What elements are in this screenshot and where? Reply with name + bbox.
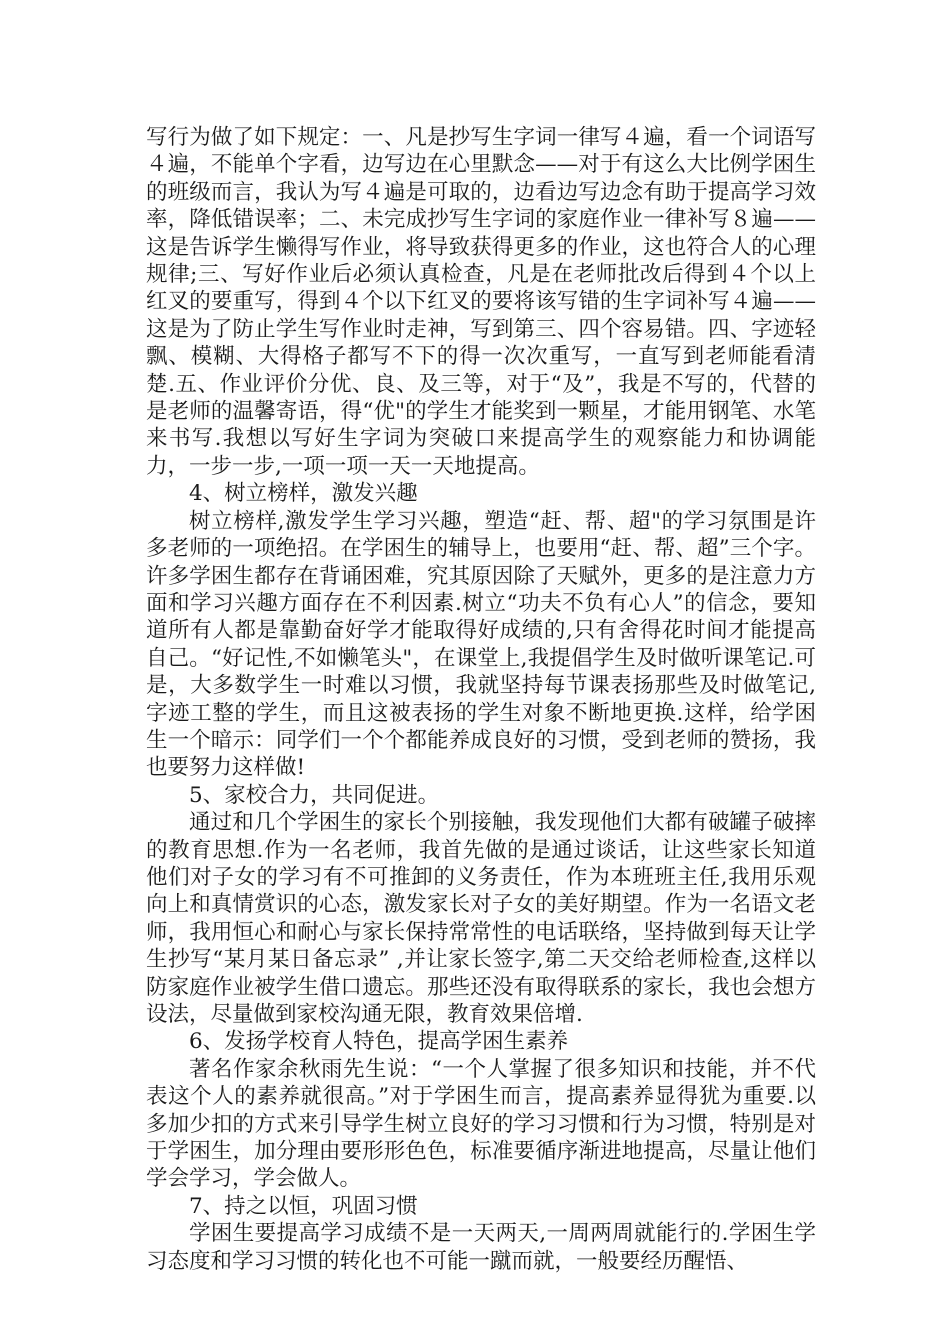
paragraph-persistence: 学困生要提高学习成绩不是一天两天,一周两周就能行的.学困生学习态度和学习习惯的转化也不可能一蹴而就，一般要经历醒悟、 [146, 1221, 816, 1274]
paragraph-homework-rules: 写行为做了如下规定：一、凡是抄写生字词一律写４遍，看一个词语写４遍，不能单个字看，边写边在心里默念——对于有这么大比例学困生的班级而言，我认为写４遍是可取的，边看边写边念有助于提高学习效率，降低错误率；二、未完成抄写生字词的家庭作业一律补写８遍——这是告诉学生懒得写作业，将导致获得更多的作业，这也符合人的心理规律;三、写好作业后必须认真检查，凡是在老师批改后得到４个以上红叉的要重写，得到４个以下红叉的要将该写错的生字词补写４遍——这是为了防止学生写作业时走神，写到第三、四个容易错。四、字迹轻飘、模糊、大得格子都写不下的得一次次重写，一直写到老师能看清楚.五、作业评价分优、良、及三等，对于“及”，我是不写的，代替的是老师的温馨寄语，得“优"的学生才能奖到一颗星，才能用钢笔、水笔来书写.我想以写好生字词为突破口来提高学生的观察能力和协调能力，一步一步,一项一项一天一天地提高。 [146, 125, 816, 479]
paragraph-home-school: 通过和几个学困生的家长个别接触，我发现他们大都有破罐子破摔的教育思想.作为一名老师，我首先做的是通过谈话，让这些家长知道他们对子女的学习有不可推卸的义务责任，作为本班班主任,我用乐观向上和真情赏识的心态，激发家长对子女的美好期望。作为一名语文老师，我用恒心和耐心与家长保持常常性的电话联络，坚持做到每天让学生抄写“某月某日备忘录” ,并让家长签字,第二天交给老师检查,这样以防家庭作业被学生借口遗忘。那些还没有取得联系的家长，我也会想方设法，尽量做到家校沟通无限，教育效果倍增. [146, 810, 816, 1027]
section-heading-6: 6、发扬学校育人特色，提高学困生素养 [189, 1029, 569, 1055]
section-heading-5: 5、家校合力，共同促进。 [189, 782, 440, 808]
paragraph-literacy: 著名作家余秋雨先生说：“一个人掌握了很多知识和技能，并不代表这个人的素养就很高。”对于学困生而言，提高素养显得犹为重要.以多加少扣的方式来引导学生树立良好的学习习惯和行为习惯，特别是对于学困生，加分理由要形形色色，标准要循序渐进地提高，尽量让他们学会学习，学会做人。 [146, 1056, 816, 1192]
section-heading-4: 4、树立榜样，激发兴趣 [189, 481, 418, 507]
document-page [146, 124, 816, 1275]
section-heading-7: 7、持之以恒，巩固习惯 [189, 1193, 418, 1219]
paragraph-role-models: 树立榜样,激发学生学习兴趣，塑造“赶、帮、超"的学习氛围是许多老师的一项绝招。在学困生的辅导上，也要用“赶、帮、超”三个字。许多学困生都存在背诵困难，究其原因除了天赋外，更多的是注意力方面和学习兴趣方面存在不利因素.树立“功夫不负有心人”的信念，要知道所有人都是靠勤奋好学才能取得好成绩的,只有舍得花时间才能提高自己。“好记性,不如懒笔头"，在课堂上,我提倡学生及时做听课笔记.可是，大多数学生一时难以习惯，我就坚持每节课表扬那些及时做笔记,字迹工整的学生，而且这被表扬的学生对象不断地更换.这样，给学困生一个暗示：同学们一个个都能养成良好的习惯，受到老师的赞扬，我也要努力这样做! [146, 508, 816, 781]
